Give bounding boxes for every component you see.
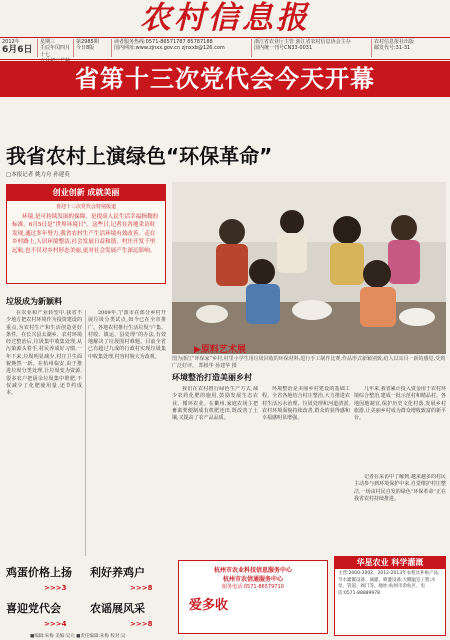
promo-item-1-label: 鸡蛋价格上扬 xyxy=(6,566,72,579)
header-rule-2 xyxy=(0,59,450,60)
contact-cell xyxy=(112,39,252,57)
article-column-3: 我们在农村推行绿色生产方式,减少农药化肥的施用,鼓励发展生态农业、循环农业。在衢州,家庭农场主把畜禽粪便制成有机肥还田,既改善了土壤,又提高了农产品品质。 xyxy=(172,386,258,422)
promo-item-1-page-label: >>>3 xyxy=(44,584,67,592)
article-column-6: 记者在采访中了解到,越来越多的村民主动参与到环境保护中来,自觉维护村庄整洁,一场由村民自发的绿色“环保革命”正在我省农村持续推进。 xyxy=(354,474,446,502)
page-count: 今日8版 xyxy=(76,45,95,52)
publisher: 农村信息报社出版 xyxy=(374,39,415,45)
info-bar xyxy=(0,38,450,58)
article-column-5: 几年来,我省累计投入资金用于农村环境综合整治,建成一批示范村和精品村。各地因地制宜,保护历史文化村落,发展乡村旅游,让美丽乡村成为群众增收致富的新平台。 xyxy=(354,386,446,422)
page-footer: ■编辑:朱梅 美编:吴元 ■责任编辑:朱梅 校对:吴 xyxy=(30,634,126,639)
byline: □本报记者 姚力舟 孙建英 xyxy=(6,172,70,178)
promo-item-4-page[interactable] xyxy=(130,616,152,629)
top-banner xyxy=(0,61,450,97)
promo-teasers xyxy=(0,560,172,632)
issue-cell xyxy=(74,39,112,57)
editor-note-head: 创业创新 成就美丽 xyxy=(7,185,165,201)
center-advert[interactable] xyxy=(178,560,328,634)
promo-item-2-page-label: >>>8 xyxy=(130,584,153,592)
lunar-cell xyxy=(38,39,74,57)
promo-item-4-page-label: >>>8 xyxy=(130,620,153,628)
lunar-date: 壬辰年闰四月十七 xyxy=(40,45,71,58)
promo-item-4[interactable] xyxy=(90,600,145,616)
date-year: 2012年 xyxy=(2,39,20,45)
photo-illustration xyxy=(172,182,446,354)
promo-item-4-label: 农谣展风采 xyxy=(90,602,145,615)
hotline: 读者服务热线:0571-86571787 85787188 xyxy=(114,39,213,45)
date-cell xyxy=(0,39,38,57)
article-column-4: 环境整治是美丽乡村建设的基础工程。全省各地结合村庄整治,大力推进农村生活污水治理、垃圾处理和河道清淤,农村环境面貌持续改善,群众的获得感和幸福感明显增强。 xyxy=(262,386,350,422)
ad-title: 杭州市农业科技信息服务中心 xyxy=(213,567,292,574)
promo-item-2-page[interactable] xyxy=(130,580,152,593)
article-column-1: 在农业和产业转型中,我省不少地方把农村环境作为投资建设的重点,为农村生产和生活创造更好条件。在长兴县太湖乡、农村环境经过整治后,垃圾集中收集处理,从污染源头着手,村民养成好习惯,一年下来,垃圾明显减少,村庄卫生面貌焕然一新。在杭州临安,由于推进垃圾分类处理,让垃圾变为资源,很多农户把厨余垃圾集中堆肥,不仅减少了化肥使用量,还节约成本。 xyxy=(6,310,82,397)
right-advert[interactable] xyxy=(334,556,446,636)
promo-item-1[interactable] xyxy=(6,564,72,580)
section-head-right[interactable]: 环境整治打造美丽乡村 xyxy=(172,373,252,382)
promo-item-3[interactable] xyxy=(6,600,61,616)
ad-brand: 爱多收 xyxy=(189,598,229,613)
masthead-title: 农村信息报 xyxy=(140,0,310,36)
column-divider xyxy=(85,310,86,556)
issue-number: 第2985期 xyxy=(76,39,99,45)
article-column-2: 2009年,宁波市在部分乡村开展垃圾分类试点,如今已在全市推广。各地农村推行生活垃圾“户集、村收、镇运、县处理”的办法,有效地解决了垃圾围村难题。目前全省已有超过九成的行政村实现垃圾集中收集处理,村容村貌大为改观。 xyxy=(88,310,166,360)
right-ad-body: 主营:2000-2002、2012-2013年农机具补贴产品;节水灌溉设备、滴灌、喷灌设备;大棚温室工程;水泵、管道、阀门等。地址:杭州市余杭区。电话:0571-88889978 xyxy=(338,571,440,596)
weekday: 星期三 xyxy=(40,39,56,45)
banner-headline[interactable]: 省第十三次党代会今天开幕 xyxy=(75,65,375,93)
promo-item-3-page-label: >>>4 xyxy=(44,620,67,628)
post-code: 邮发代号:31-31 xyxy=(374,45,411,52)
publisher-cell xyxy=(372,39,450,57)
website[interactable]: 国内网址:www.zjnxx.gov.cn zjnxxb@126.com xyxy=(114,45,225,52)
date-month-day: 6月6日 xyxy=(2,45,33,56)
ad-title-2: 杭州市农信通服务中心 xyxy=(222,576,283,583)
main-headline[interactable]: 我省农村上演绿色“环保革命” xyxy=(6,144,273,168)
editor-note-sub: 喜迎十三次党代会特别报道 xyxy=(55,204,116,210)
right-ad-title: 华星农业 科学灌溉 xyxy=(335,557,445,569)
news-photo[interactable] xyxy=(172,182,446,354)
promo-item-2[interactable] xyxy=(90,564,145,580)
sponsor: 浙江省农业厅主管 浙江省农村信息协会主办 xyxy=(254,39,351,45)
promo-item-3-page[interactable] xyxy=(44,616,66,629)
section-head-left[interactable]: 垃圾成为新颖料 xyxy=(6,297,62,306)
editor-note-box xyxy=(6,184,166,284)
ad-phone: 服务电话:0571-86579710 xyxy=(222,584,284,590)
promo-item-1-page[interactable] xyxy=(44,580,66,593)
cn-number: 国内统一刊号CN33-0031 xyxy=(254,45,313,52)
masthead xyxy=(0,0,450,36)
editor-note-body: 环境,是可持续发展的保障。是提高人民生活幸福指数的标准。6月5日是“世界环境日”。这些日,记者在各地采访时发现,通过多年努力,我省农村生产生活环境有效改善。走在乡村路上,人居环境整洁,社会发展日益和谐。村庄开发千里远航,也不仅对乡村形态美丽,更对社会发展产生深远影响。 xyxy=(12,214,159,254)
photo-caption: 图为浙江“环保家”乡村,村里小学生用垃圾回收的环保材料,进行手工制作比赛,作品形式新颖别致,给人以耳目一新的感觉,受到广泛好评。 郑根华 孙建华 摄 xyxy=(172,356,446,369)
sponsor-cell xyxy=(252,39,372,57)
promo-item-3-label: 喜迎党代会 xyxy=(6,602,61,615)
photo-tag: ▶原料艺术展 xyxy=(194,345,246,355)
promo-item-2-label: 利好养鸡户 xyxy=(90,566,145,579)
